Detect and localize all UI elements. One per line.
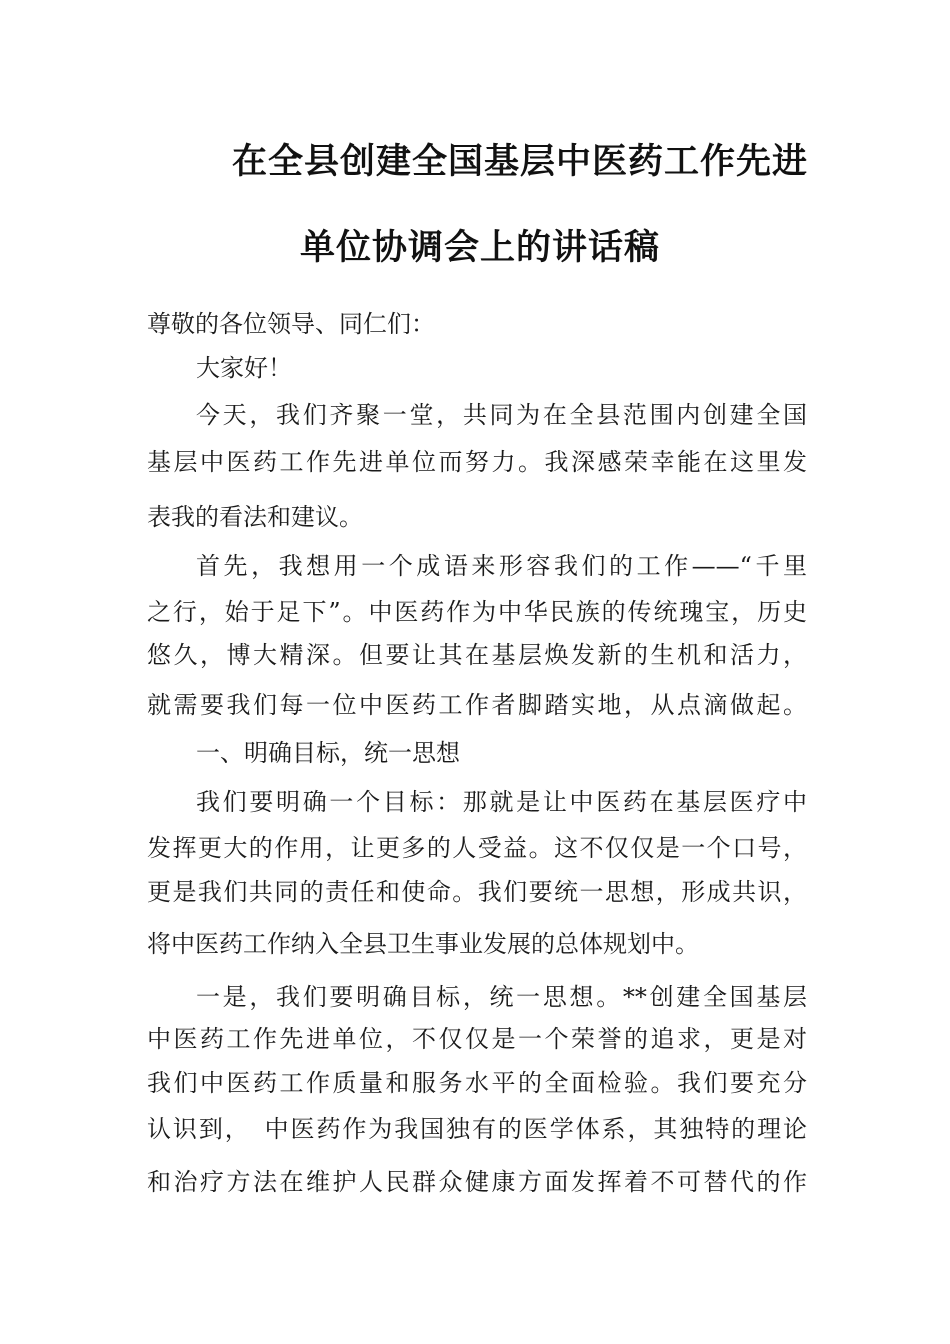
paragraph-line: 就需要我们每一位中医药工作者脚踏实地，从点滴做起。 [147, 691, 807, 719]
paragraph-line: 悠久，博大精深。但要让其在基层焕发新的生机和活力， [147, 641, 807, 669]
greeting: 大家好！ [196, 354, 292, 382]
section-heading: 一、明确目标，统一思想 [196, 739, 460, 767]
paragraph-line: 认识到， 中医药作为我国独有的医学体系，其独特的理论 [147, 1115, 807, 1143]
paragraph-line: 一是，我们要明确目标，统一思想。**创建全国基层 [196, 983, 807, 1011]
paragraph-line: 我们要明确一个目标：那就是让中医药在基层医疗中 [196, 788, 807, 816]
paragraph-line: 发挥更大的作用，让更多的人受益。这不仅仅是一个口号， [147, 834, 807, 862]
paragraph-line: 更是我们共同的责任和使命。我们要统一思想，形成共识， [147, 878, 807, 906]
paragraph-line: 中医药工作先进单位，不仅仅是一个荣誉的追求，更是对 [147, 1025, 807, 1053]
salutation: 尊敬的各位领导、同仁们： [147, 310, 435, 338]
paragraph-line: 我们中医药工作质量和服务水平的全面检验。我们要充分 [147, 1069, 807, 1097]
paragraph-line: 今天，我们齐聚一堂，共同为在全县范围内创建全国 [196, 401, 807, 429]
document-title-line-2: 单位协调会上的讲话稿 [300, 228, 661, 268]
paragraph-line: 将中医药工作纳入全县卫生事业发展的总体规划中。 [147, 930, 699, 958]
paragraph-line: 表我的看法和建议。 [147, 503, 363, 531]
document-title-line-1: 在全县创建全国基层中医药工作先进 [232, 142, 809, 182]
paragraph-line: 首先，我想用一个成语来形容我们的工作——“千里 [196, 552, 807, 580]
paragraph-line: 基层中医药工作先进单位而努力。我深感荣幸能在这里发 [147, 448, 807, 476]
paragraph-line: 之行，始于足下”。中医药作为中华民族的传统瑰宝，历史 [147, 598, 807, 626]
paragraph-line: 和治疗方法在维护人民群众健康方面发挥着不可替代的作 [147, 1168, 807, 1196]
